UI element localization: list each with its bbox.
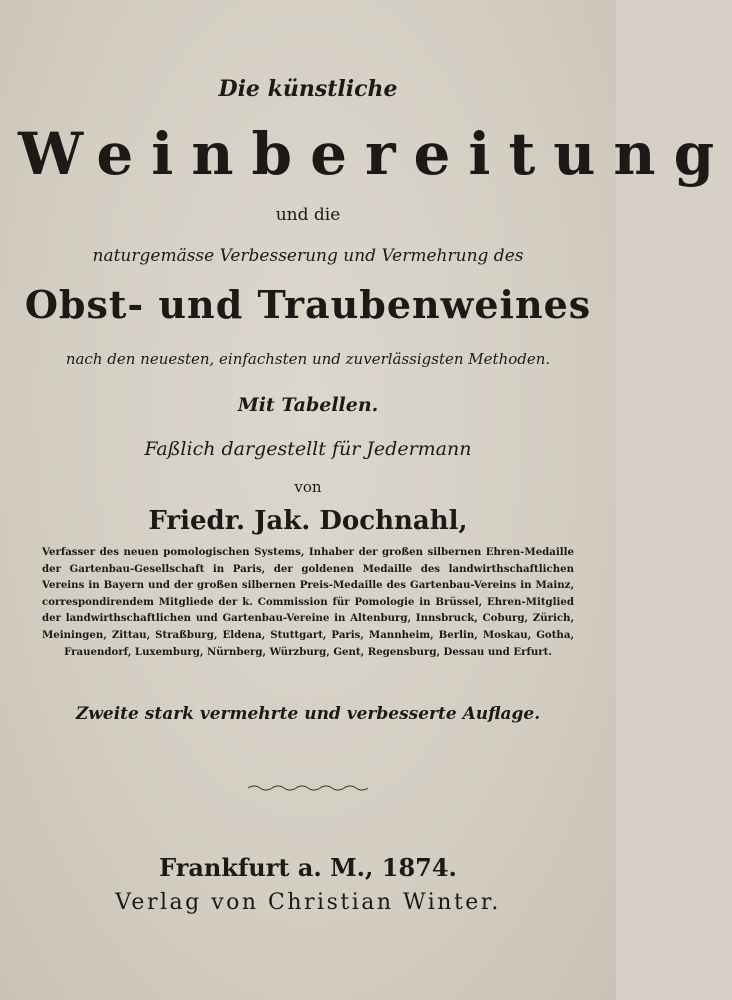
title-line-6: nach den neuesten, einfachsten und zuverlässigsten Methoden. bbox=[65, 350, 551, 368]
author-name: Friedr. Jak. Dochnahl, bbox=[148, 506, 468, 536]
author-credentials: Verfasser des neuen pomologischen Systems, Inhaber der großen silbernen Ehren-Medaille der Gartenbau-Gesellschaft in Paris, der goldenen Medaille des landwirthschaftlichen Vereins in Bayern und der großen silbernen Preis-Medaille des Gartenbau-Vereins in Mainz, correspondirendem Mitgliede der k. Commission für Pomologie in Brüssel, Ehren-Mitglied der landwirthschaftlichen und Gartenbau-Vereine in Altenburg, Innsbruck, Coburg, Zürich, Meiningen, Zittau, Straßburg, Eldena, Stuttgart, Paris, Mannheim, Berlin, Moskau, Gotha, Frauendorf, Luxemburg, Nürnberg, Würzburg, Gent, Regensburg, Dessau und Erfurt. bbox=[42, 546, 574, 658]
place-year: Frankfurt a. M., 1874. bbox=[159, 853, 457, 882]
publisher: Verlag von Christian Winter. bbox=[115, 890, 501, 915]
by-line: von bbox=[294, 478, 322, 496]
with-tables: Mit Tabellen. bbox=[237, 394, 379, 416]
main-title: Weinbereitung bbox=[18, 120, 732, 188]
title-prefix: Die künstliche bbox=[218, 76, 398, 102]
title-line-4: naturgemässe Verbesserung und Vermehrung des bbox=[92, 246, 524, 266]
audience-line: Faßlich dargestellt für Jedermann bbox=[144, 438, 472, 460]
title-connector: und die bbox=[275, 205, 341, 225]
subtitle: Obst- und Traubenweines bbox=[24, 282, 592, 327]
ornament-divider bbox=[246, 783, 370, 793]
edition-line: Zweite stark vermehrte und verbesserte Auflage. bbox=[75, 704, 541, 724]
